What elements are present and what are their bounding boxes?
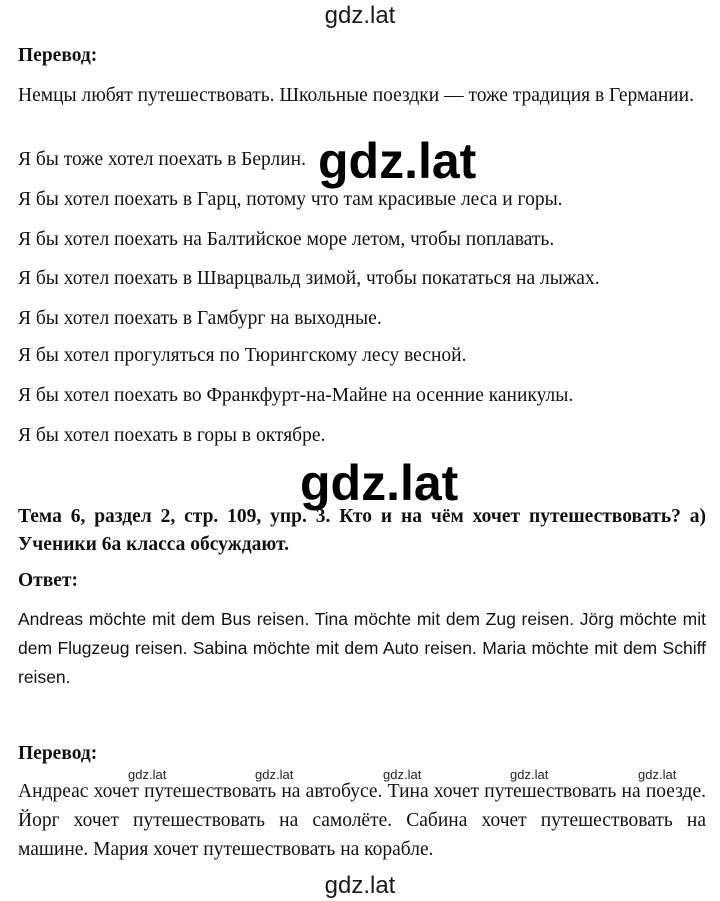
- translation-line: Я бы хотел поехать во Франкфурт-на-Майне на осенние каникулы.: [18, 385, 574, 406]
- watermark-small: gdz.lat: [638, 767, 677, 782]
- translation-line: Я бы хотел поехать в Гарц, потому что там красивые леса и горы.: [18, 189, 563, 210]
- intro-paragraph: Немцы любят путешествовать. Школьные поездки — тоже традиция в Германии.: [18, 85, 694, 106]
- watermark-bottom: gdz.lat: [324, 872, 396, 899]
- translation-text: Андреас хочет путешествовать на автобусе. Тина хочет путешествовать на поезде. Йорг хочет путешествовать на самолёте. Сабина хочет путешествовать на машине. Мария хочет путешествовать на корабле.: [18, 781, 706, 860]
- section-heading-translation: Перевод:: [18, 45, 98, 66]
- watermark-small: gdz.lat: [255, 767, 294, 782]
- watermark-small: gdz.lat: [383, 767, 422, 782]
- watermark-large: gdz.lat: [318, 133, 477, 189]
- answer-heading: Ответ:: [18, 570, 79, 591]
- watermark-small: gdz.lat: [128, 767, 167, 782]
- translation-line: Я бы хотел поехать в Шварцвальд зимой, чтобы покататься на лыжах.: [18, 268, 600, 289]
- translation-line: Я бы тоже хотел поехать в Берлин.: [18, 149, 306, 170]
- watermark-small: gdz.lat: [510, 767, 549, 782]
- watermark-top: gdz.lat: [324, 2, 396, 29]
- translation-line: Я бы хотел поехать в Гамбург на выходные.: [18, 308, 382, 329]
- task-title: Тема 6, раздел 2, стр. 109, упр. 3. Кто и на чём хочет путешествовать? а) Ученики 6а класса обсуждают.: [18, 506, 706, 555]
- translation-line: Я бы хотел поехать на Балтийское море летом, чтобы поплавать.: [18, 229, 555, 250]
- translation-line: Я бы хотел прогуляться по Тюрингскому лесу весной.: [18, 345, 467, 366]
- watermark-large: gdz.lat: [300, 455, 459, 511]
- translation-line: Я бы хотел поехать в горы в октябре.: [18, 425, 326, 446]
- translation-heading: Перевод:: [18, 743, 98, 764]
- answer-text: Andreas möchte mit dem Bus reisen. Tina möchte mit dem Zug reisen. Jörg möchte mit dem Flugzeug reisen. Sabina möchte mit dem Auto reisen. Maria möchte mit dem Schiff reisen.: [18, 609, 706, 687]
